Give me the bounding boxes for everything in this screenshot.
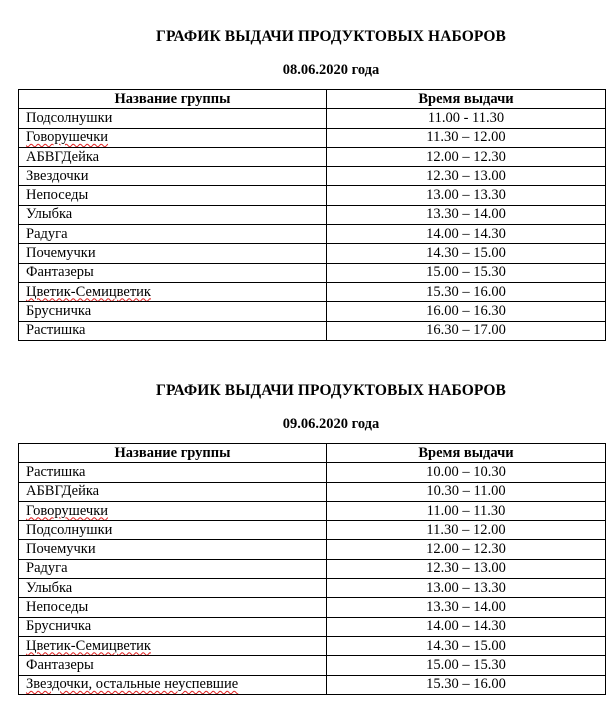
table-row bbox=[19, 128, 606, 147]
table-row bbox=[19, 482, 606, 501]
group-name-cell bbox=[19, 675, 327, 694]
table-row bbox=[19, 636, 606, 655]
group-name: Улыбка bbox=[26, 579, 73, 596]
group-name: Звездочки, остальные неуспевшие bbox=[26, 676, 239, 693]
group-name-cell bbox=[19, 225, 327, 244]
issue-time-cell: 14.00 – 14.30 bbox=[327, 225, 606, 244]
group-name: АБВГДейка bbox=[26, 483, 100, 500]
table-row bbox=[19, 147, 606, 166]
group-name-cell bbox=[19, 482, 327, 501]
issue-time-cell: 11.30 – 12.00 bbox=[327, 128, 606, 147]
issue-time-cell: 14.30 – 15.00 bbox=[327, 244, 606, 263]
group-name-cell bbox=[19, 205, 327, 224]
table-row bbox=[19, 617, 606, 636]
issue-time-cell: 10.00 – 10.30 bbox=[327, 463, 606, 482]
table-row bbox=[19, 598, 606, 617]
issue-time-cell: 15.00 – 15.30 bbox=[327, 656, 606, 675]
group-name: Растишка bbox=[26, 463, 86, 480]
table-row bbox=[19, 167, 606, 186]
group-name: Брусничка bbox=[26, 618, 92, 635]
column-header-time: Время выдачи bbox=[327, 444, 606, 463]
group-name: Непоседы bbox=[26, 187, 89, 204]
schedule-rows bbox=[19, 109, 606, 341]
group-name-cell bbox=[19, 463, 327, 482]
issue-time-cell: 13.00 – 13.30 bbox=[327, 186, 606, 205]
table-row bbox=[19, 302, 606, 321]
schedule-table bbox=[18, 89, 606, 341]
issue-time-cell: 15.00 – 15.30 bbox=[327, 263, 606, 282]
issue-time-cell: 15.30 – 16.00 bbox=[327, 675, 606, 694]
table-row bbox=[19, 244, 606, 263]
table-row bbox=[19, 463, 606, 482]
group-name-cell bbox=[19, 321, 327, 340]
group-name: Фантазеры bbox=[26, 656, 94, 673]
issue-time-cell: 14.30 – 15.00 bbox=[327, 636, 606, 655]
group-name-cell bbox=[19, 302, 327, 321]
group-name: Подсолнушки bbox=[26, 109, 113, 126]
table-row bbox=[19, 186, 606, 205]
issue-time-cell: 12.00 – 12.30 bbox=[327, 147, 606, 166]
group-name-cell bbox=[19, 617, 327, 636]
issue-time-cell: 11.00 – 11.30 bbox=[327, 501, 606, 520]
schedule-title: ГРАФИК ВЫДАЧИ ПРОДУКТОВЫХ НАБОРОВ bbox=[156, 28, 506, 45]
table-row bbox=[19, 225, 606, 244]
issue-time-cell: 13.30 – 14.00 bbox=[327, 205, 606, 224]
issue-time-cell: 12.00 – 12.30 bbox=[327, 540, 606, 559]
group-name: Почемучки bbox=[26, 541, 96, 558]
group-name-cell bbox=[19, 109, 327, 128]
group-name-cell bbox=[19, 263, 327, 282]
table-row bbox=[19, 501, 606, 520]
issue-time-cell: 15.30 – 16.00 bbox=[327, 282, 606, 301]
group-name-cell bbox=[19, 559, 327, 578]
issue-time-cell: 11.30 – 12.00 bbox=[327, 521, 606, 540]
group-name-cell bbox=[19, 521, 327, 540]
schedule-title: ГРАФИК ВЫДАЧИ ПРОДУКТОВЫХ НАБОРОВ bbox=[156, 382, 506, 399]
group-name: Подсолнушки bbox=[26, 521, 113, 538]
table-header-row bbox=[19, 90, 606, 109]
group-name-cell bbox=[19, 540, 327, 559]
issue-time-cell: 12.30 – 13.00 bbox=[327, 559, 606, 578]
group-name: Радуга bbox=[26, 225, 68, 242]
column-header-time: Время выдачи bbox=[327, 90, 606, 109]
group-name: Улыбка bbox=[26, 206, 73, 223]
table-row bbox=[19, 559, 606, 578]
schedule-table bbox=[18, 443, 606, 695]
group-name-cell bbox=[19, 282, 327, 301]
issue-time-cell: 11.00 - 11.30 bbox=[327, 109, 606, 128]
group-name: Фантазеры bbox=[26, 264, 94, 281]
table-row bbox=[19, 263, 606, 282]
group-name: Звездочки bbox=[26, 167, 89, 184]
table-row bbox=[19, 656, 606, 675]
table-row bbox=[19, 675, 606, 694]
group-name: Растишка bbox=[26, 322, 86, 339]
group-name-cell bbox=[19, 501, 327, 520]
group-name: Говорушечки bbox=[26, 129, 109, 146]
table-row bbox=[19, 282, 606, 301]
group-name: АБВГДейка bbox=[26, 148, 100, 165]
table-row bbox=[19, 109, 606, 128]
issue-time-cell: 10.30 – 11.00 bbox=[327, 482, 606, 501]
group-name: Цветик-Семицветик bbox=[26, 637, 151, 654]
group-name-cell bbox=[19, 636, 327, 655]
table-header-row bbox=[19, 444, 606, 463]
table-row bbox=[19, 540, 606, 559]
issue-time-cell: 13.00 – 13.30 bbox=[327, 579, 606, 598]
group-name-cell bbox=[19, 579, 327, 598]
issue-time-cell: 14.00 – 14.30 bbox=[327, 617, 606, 636]
issue-time-cell: 12.30 – 13.00 bbox=[327, 167, 606, 186]
group-name: Радуга bbox=[26, 560, 68, 577]
table-row bbox=[19, 205, 606, 224]
group-name-cell bbox=[19, 128, 327, 147]
group-name: Говорушечки bbox=[26, 502, 109, 519]
schedule-date: 09.06.2020 года bbox=[282, 416, 380, 432]
group-name-cell bbox=[19, 656, 327, 675]
group-name-cell bbox=[19, 186, 327, 205]
table-row bbox=[19, 579, 606, 598]
group-name-cell bbox=[19, 167, 327, 186]
group-name-cell bbox=[19, 598, 327, 617]
schedule-date: 08.06.2020 года bbox=[282, 62, 380, 78]
issue-time-cell: 16.00 – 16.30 bbox=[327, 302, 606, 321]
column-header-group: Название группы bbox=[19, 444, 327, 463]
group-name: Брусничка bbox=[26, 302, 92, 319]
table-row bbox=[19, 321, 606, 340]
group-name: Почемучки bbox=[26, 245, 96, 262]
group-name-cell bbox=[19, 244, 327, 263]
schedule-rows bbox=[19, 463, 606, 695]
group-name-cell bbox=[19, 147, 327, 166]
column-header-group: Название группы bbox=[19, 90, 327, 109]
table-row bbox=[19, 521, 606, 540]
group-name: Цветик-Семицветик bbox=[26, 283, 151, 300]
group-name: Непоседы bbox=[26, 599, 89, 616]
issue-time-cell: 16.30 – 17.00 bbox=[327, 321, 606, 340]
issue-time-cell: 13.30 – 14.00 bbox=[327, 598, 606, 617]
